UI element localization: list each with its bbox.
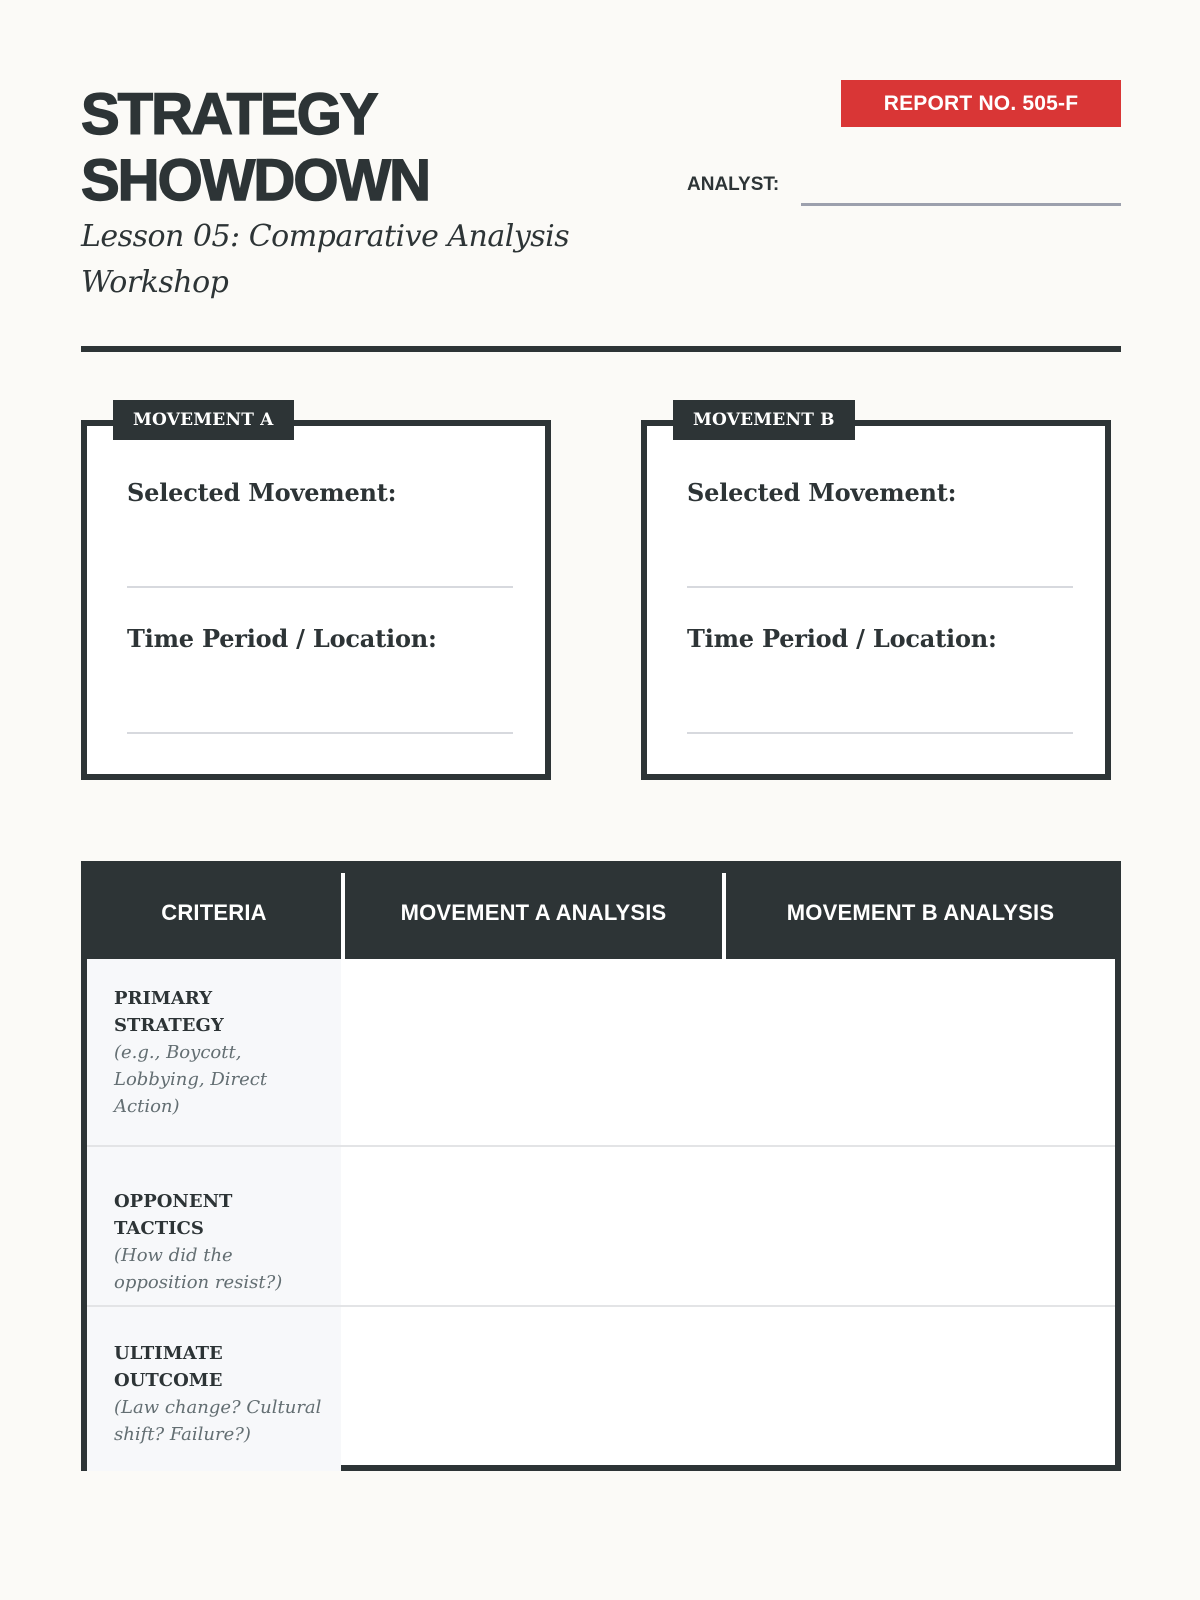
selected-movement-label: Selected Movement:	[127, 478, 397, 507]
time-period-label: Time Period / Location:	[127, 624, 437, 653]
movement-b-tag: MOVEMENT B	[673, 400, 855, 440]
page-title	[81, 82, 601, 214]
movement-b-analysis-cell[interactable]	[726, 1147, 1115, 1305]
movement-b-period-field[interactable]	[687, 624, 1073, 653]
time-period-input-line[interactable]	[687, 732, 1073, 734]
analyst-input-line[interactable]	[801, 203, 1121, 206]
comparison-table	[81, 861, 1121, 1471]
criteria-cell	[87, 1147, 341, 1305]
movement-a-card	[81, 410, 551, 780]
title-line-2: SHOWDOWN	[81, 148, 430, 213]
worksheet-page	[81, 0, 1121, 1600]
movement-a-analysis-cell[interactable]	[341, 1147, 726, 1305]
criteria-hint: (How did the opposition resist?)	[114, 1245, 283, 1293]
criteria-name: OPPONENT TACTICS	[114, 1191, 233, 1239]
header-divider	[81, 346, 1121, 352]
movement-b-analysis-cell[interactable]	[726, 959, 1115, 1145]
time-period-input-line[interactable]	[127, 732, 513, 734]
movement-a-analysis-cell[interactable]	[341, 1307, 726, 1471]
movement-a-tag: MOVEMENT A	[113, 400, 294, 440]
table-header-row	[87, 867, 1115, 959]
movement-a-selected-field[interactable]	[127, 478, 513, 507]
title-line-1: STRATEGY	[81, 82, 377, 147]
criteria-hint: (Law change? Cultural shift? Failure?)	[114, 1397, 322, 1445]
header-movement-b-analysis: MOVEMENT B ANALYSIS	[786, 900, 1055, 925]
criteria-cell	[87, 1307, 341, 1471]
time-period-label: Time Period / Location:	[687, 624, 997, 653]
movement-b-selected-field[interactable]	[687, 478, 1073, 507]
criteria-name: ULTIMATE OUTCOME	[114, 1343, 223, 1391]
movement-a-period-field[interactable]	[127, 624, 513, 653]
criteria-name: PRIMARY STRATEGY	[114, 988, 224, 1036]
analyst-label: ANALYST:	[687, 174, 780, 195]
table-row	[87, 1147, 1115, 1307]
movement-b-card	[641, 410, 1111, 780]
header-criteria: CRITERIA	[161, 900, 267, 925]
table-row	[87, 1307, 1115, 1471]
analyst-field[interactable]	[687, 170, 1121, 206]
selected-movement-input-line[interactable]	[127, 586, 513, 588]
selected-movement-input-line[interactable]	[687, 586, 1073, 588]
criteria-cell	[87, 959, 341, 1145]
report-number-badge: REPORT NO. 505-F	[841, 80, 1121, 127]
header-movement-a-analysis: MOVEMENT A ANALYSIS	[400, 900, 667, 925]
criteria-hint: (e.g., Boycott, Lobbying, Direct Action)	[114, 1042, 268, 1117]
movement-b-analysis-cell[interactable]	[726, 1307, 1115, 1471]
selected-movement-label: Selected Movement:	[687, 478, 957, 507]
page-subtitle: Lesson 05: Comparative Analysis Workshop	[81, 219, 570, 300]
movement-a-analysis-cell[interactable]	[341, 959, 726, 1145]
table-row	[87, 959, 1115, 1147]
